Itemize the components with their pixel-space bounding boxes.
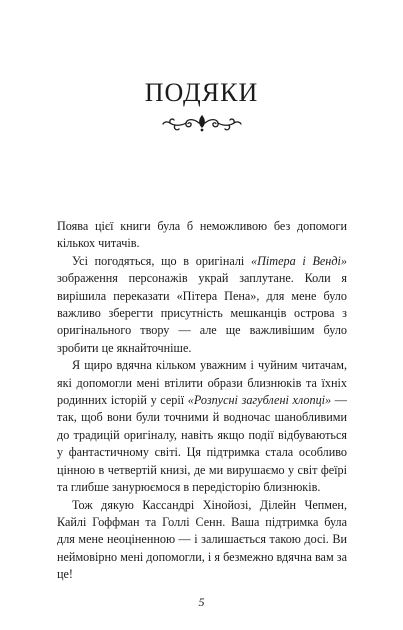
paragraph	[57, 357, 347, 496]
italic-title-text: «Розпусні загублені хлопці»	[187, 393, 332, 408]
flourish-ornament-icon	[159, 112, 245, 134]
paragraph-text: Я щиро вдячна кільком уважним і чуйним читачам, які допомогли мені втілити образи близнюків та їхніх родинних історій у серії	[57, 358, 347, 408]
page-title: ПОДЯКИ	[144, 78, 259, 107]
page-number: 5	[198, 595, 205, 609]
paragraph-text: Тож дякую Кассандрі Хінойозі, Ділейн Чепмен, Кайлі Гоффман та Голлі Сенн. Ваша підтримка була для мене неоціненною — і залишається такою досі. Ви неймовірно мені допомогли, і я безмежно вдячна вам за це!	[57, 497, 347, 582]
acknowledgments-text	[57, 218, 347, 584]
paragraph	[57, 497, 347, 584]
italic-title-text: «Пітера і Венді»	[251, 253, 347, 268]
paragraph-text: Усі погодяться, що в оригіналі	[72, 253, 252, 268]
paragraph-text: зображення персонажів украй заплутане. Коли я вирішила переказати «Пітера Пена», для мене було важливо зберегти присутність мешканців острова з оригінального твору — але ще важливішим було зробити це якнайточніше.	[57, 271, 347, 355]
paragraph	[57, 253, 347, 357]
paragraph	[57, 218, 347, 253]
paragraph-text: Поява цієї книги була б неможливою без допомоги кількох читачів.	[57, 219, 347, 251]
paragraph-text: — так, щоб вони були точними й водночас шанобливими до традицій оригіналу, навіть якщо події відбуваються у фантастичному світі. Ця підтримка стала особливо цінною в четвертій книзі, де ми вирушаємо у світ феїрі та глибше занурюємося в передісторію близнюків.	[57, 393, 347, 495]
